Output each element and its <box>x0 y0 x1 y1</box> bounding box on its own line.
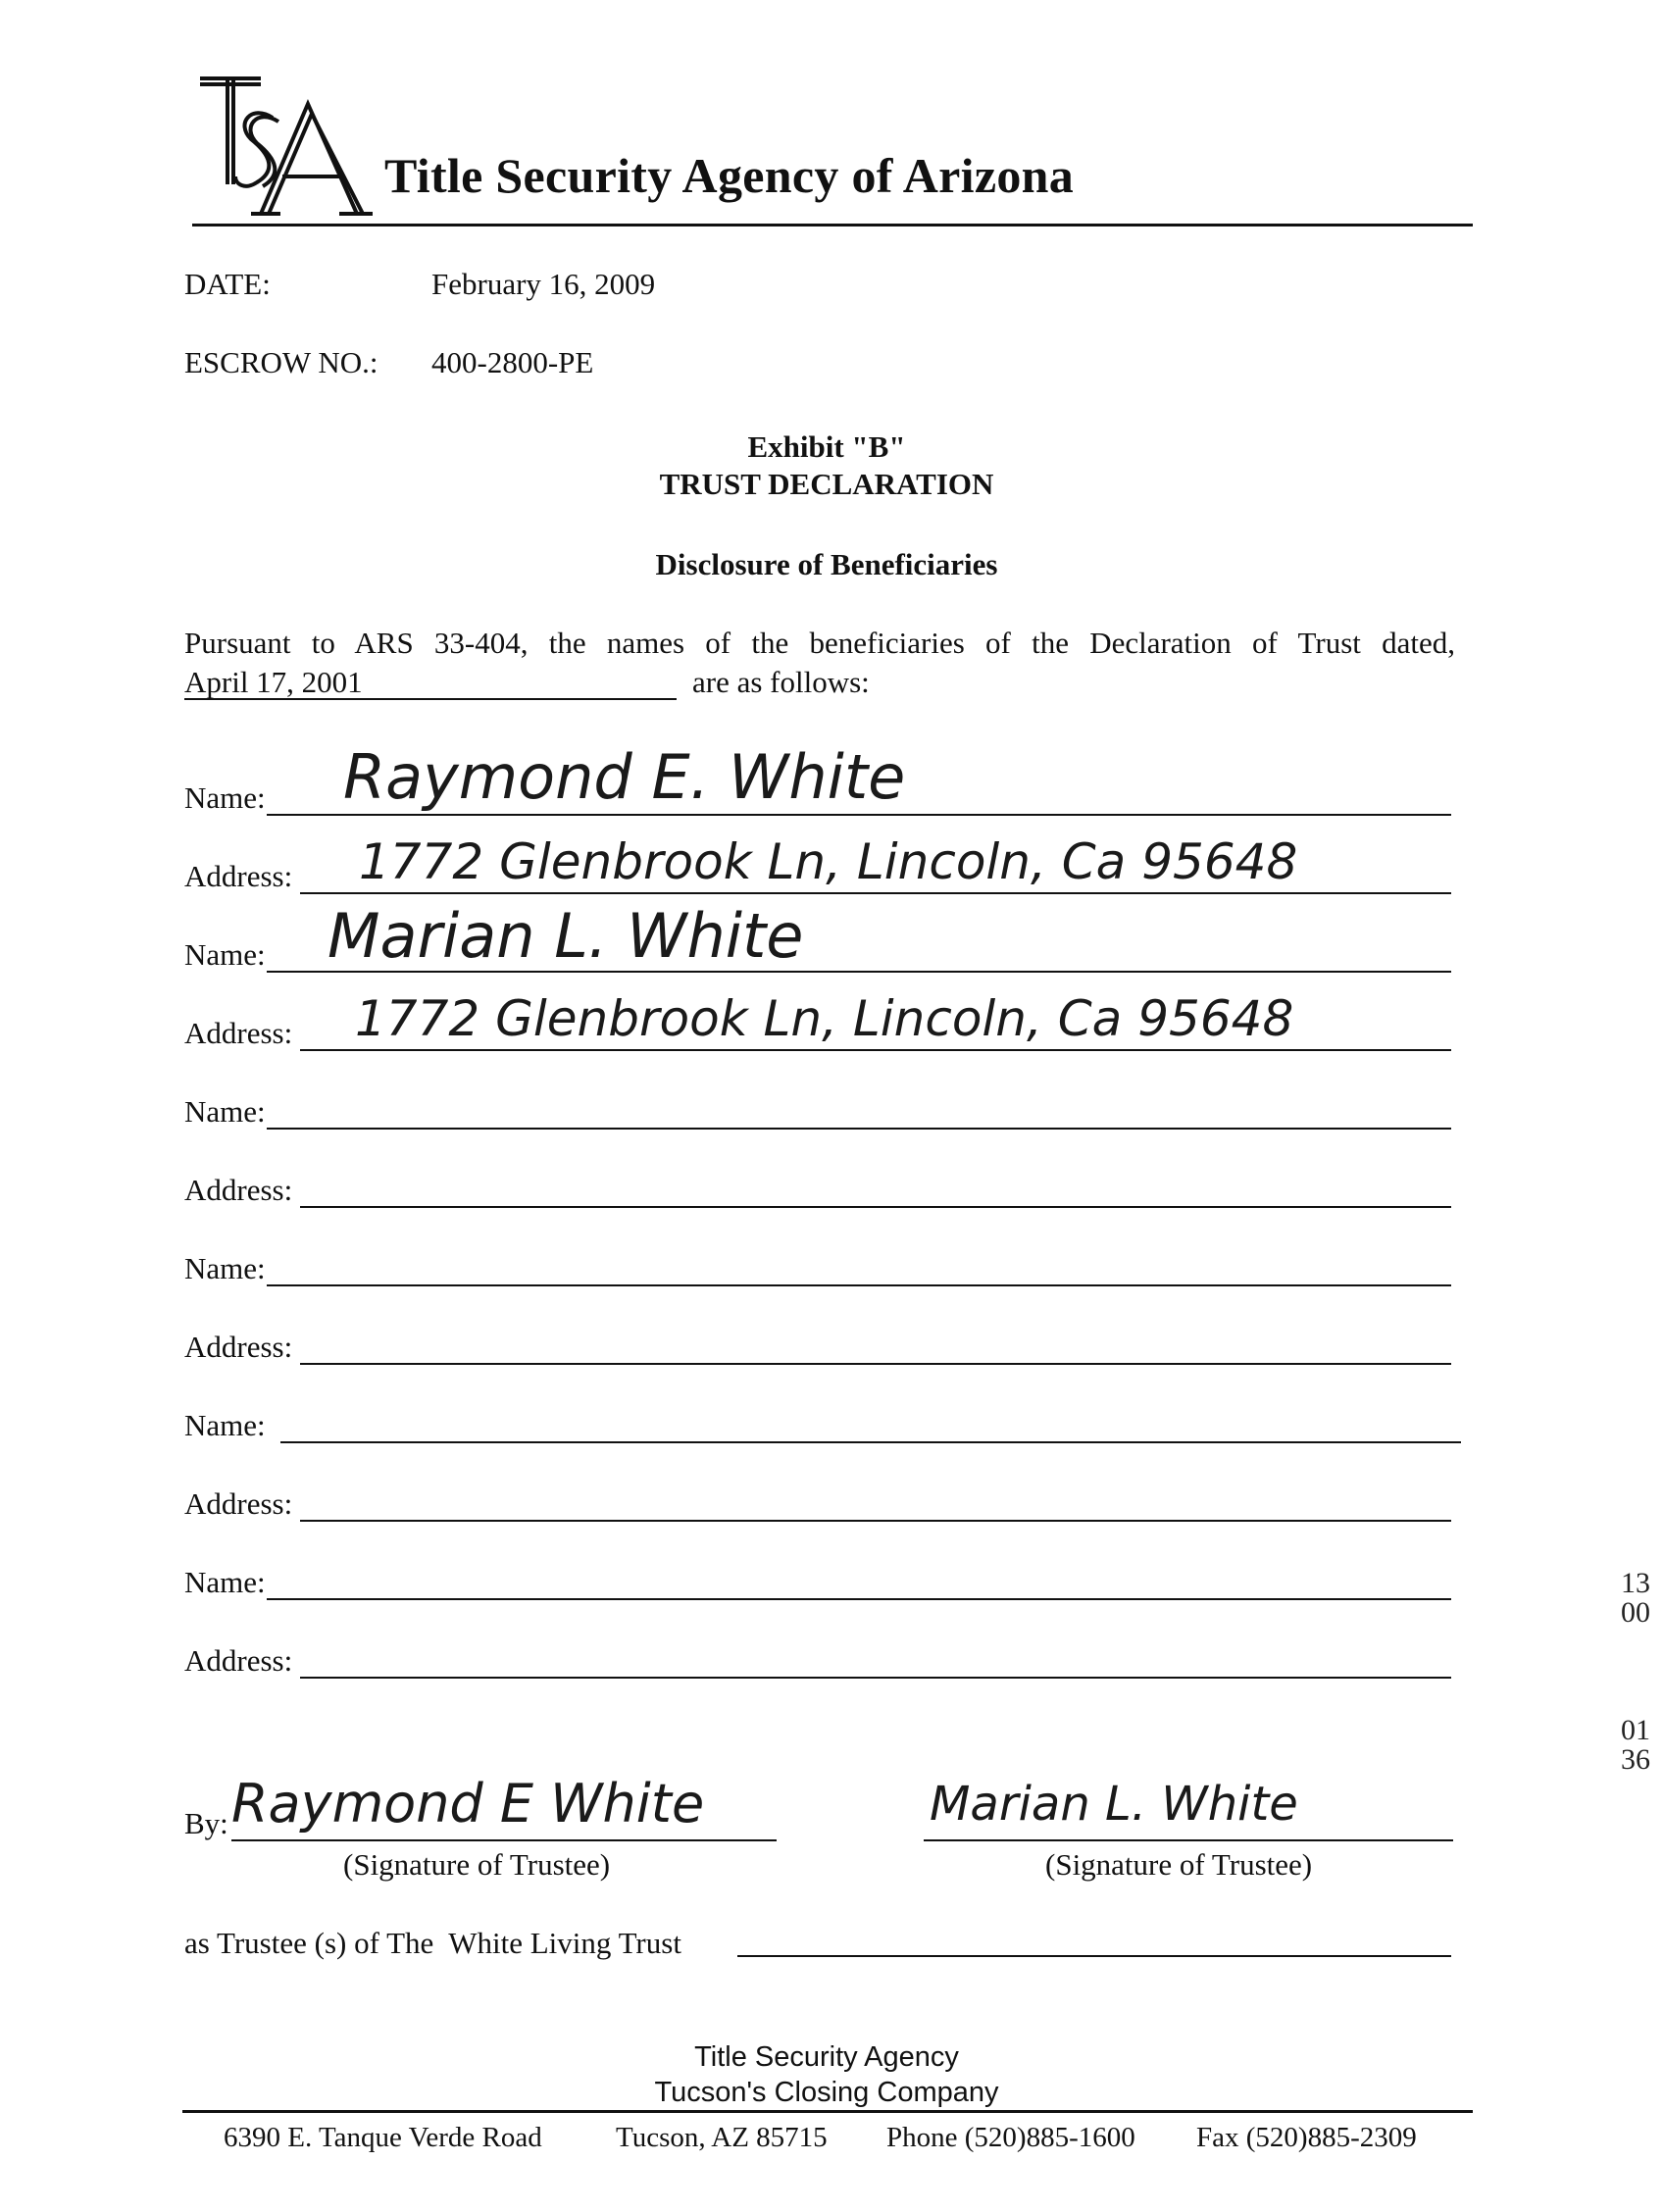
name-label: Name: <box>184 1408 266 1442</box>
date-label: DATE: <box>184 267 271 301</box>
company-name: Title Security Agency of Arizona <box>384 148 1075 203</box>
address-line <box>300 892 1451 894</box>
footer-rule <box>182 2110 1473 2113</box>
declaration-title: TRUST DECLARATION <box>659 467 994 501</box>
right-signature-line <box>924 1839 1453 1841</box>
address-label: Address: <box>184 1643 293 1678</box>
header-rule <box>192 224 1473 226</box>
by-label: By: <box>184 1806 228 1840</box>
address-line <box>300 1520 1451 1522</box>
left-signature-line <box>231 1839 777 1841</box>
trustee-line: as Trustee (s) of The White Living Trust <box>184 1926 681 1960</box>
tsa-logo-icon <box>192 69 388 226</box>
footer-phone: Phone (520)885-1600 <box>886 2122 1135 2153</box>
name-label: Name: <box>184 780 266 815</box>
side-stamp-bottom: 0136 <box>1621 1714 1650 1776</box>
address-line <box>300 1363 1451 1365</box>
right-signature-caption: (Signature of Trustee) <box>1045 1847 1313 1882</box>
address-label: Address: <box>184 1486 293 1521</box>
escrow-value: 400-2800-PE <box>431 345 594 379</box>
name-label: Name: <box>184 1094 266 1129</box>
name-label: Name: <box>184 1565 266 1599</box>
name-line <box>267 814 1451 816</box>
trust-date-underline <box>184 698 677 700</box>
name-line <box>267 1284 1451 1286</box>
name-line <box>280 1441 1461 1443</box>
address-label: Address: <box>184 859 293 893</box>
handwritten-name: Marian L. White <box>328 900 804 972</box>
handwritten-address: 1772 Glenbrook Ln, Lincoln, Ca 95648 <box>359 833 1298 890</box>
address-line <box>300 1677 1451 1679</box>
disclosure-title: Disclosure of Beneficiaries <box>655 547 998 581</box>
intro-suffix: are as follows: <box>692 665 870 699</box>
handwritten-address: 1772 Glenbrook Ln, Lincoln, Ca 95648 <box>355 990 1294 1047</box>
trustee-underline <box>737 1955 1451 1957</box>
name-line <box>267 1598 1451 1600</box>
footer-fax: Fax (520)885-2309 <box>1196 2122 1417 2153</box>
side-stamp-top: 1300 <box>1621 1567 1650 1629</box>
date-value: February 16, 2009 <box>431 267 656 301</box>
handwritten-name: Raymond E. White <box>343 741 906 813</box>
trust-date: April 17, 2001 <box>184 665 363 699</box>
right-signature: Marian L. White <box>930 1777 1298 1832</box>
address-label: Address: <box>184 1330 293 1364</box>
footer-address: 6390 E. Tanque Verde Road <box>224 2122 542 2153</box>
left-signature: Raymond E White <box>231 1773 705 1835</box>
address-line <box>300 1049 1451 1051</box>
address-label: Address: <box>184 1016 293 1050</box>
name-label: Name: <box>184 937 266 972</box>
left-signature-caption: (Signature of Trustee) <box>343 1847 611 1882</box>
name-line <box>267 1128 1451 1130</box>
address-line <box>300 1206 1451 1208</box>
intro-text: Pursuant to ARS 33-404, the names of the beneficiaries of the Declaration of Trust dated, <box>184 626 1455 660</box>
escrow-label: ESCROW NO.: <box>184 345 378 379</box>
footer-agency: Title Security Agency <box>694 2041 959 2073</box>
footer-city: Tucson, AZ 85715 <box>616 2122 828 2153</box>
exhibit-title: Exhibit "B" <box>747 429 906 464</box>
name-label: Name: <box>184 1251 266 1285</box>
footer-tagline: Tucson's Closing Company <box>654 2077 999 2108</box>
address-label: Address: <box>184 1173 293 1207</box>
